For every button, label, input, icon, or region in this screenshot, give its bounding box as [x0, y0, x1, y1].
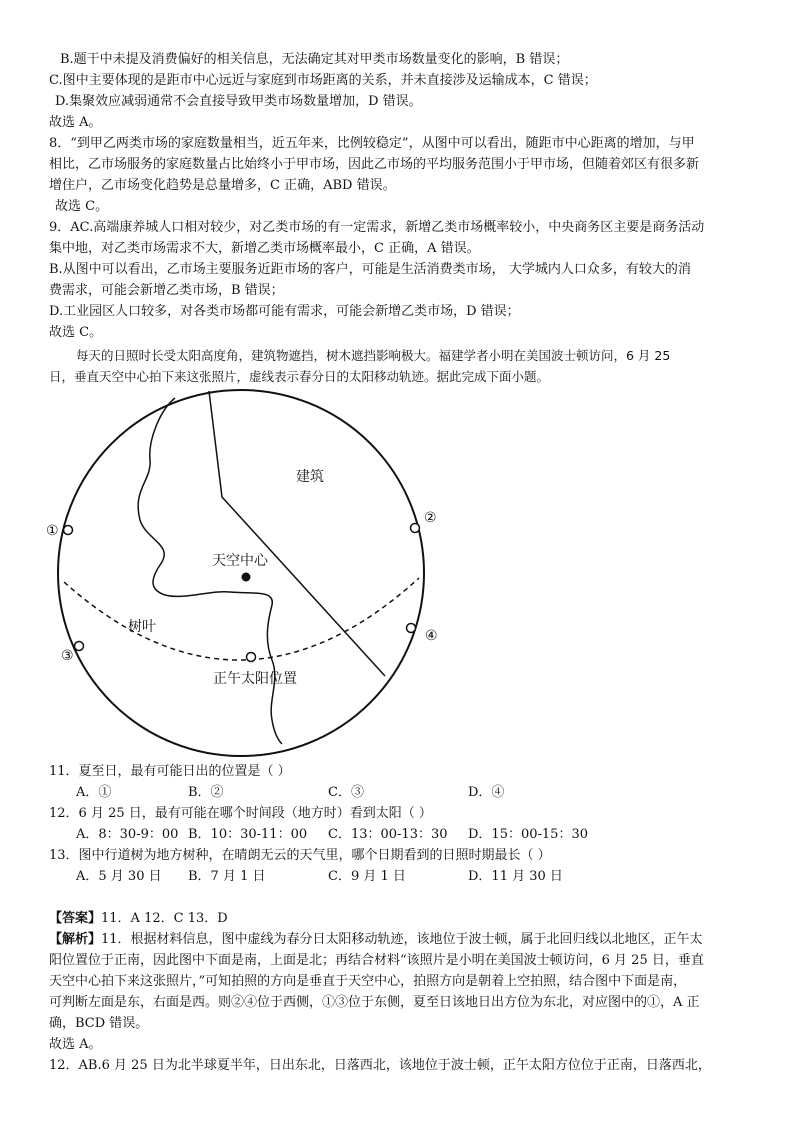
- leaves-label: 树叶: [128, 619, 156, 635]
- position-marker-4: [407, 624, 416, 633]
- explanation-line: 增住户，乙市场变化趋势是总量增多，C 正确，ABD 错误。: [49, 178, 396, 193]
- option-13-a: A．5 月 30 日: [76, 869, 162, 884]
- building-label: 建筑: [296, 469, 324, 485]
- position-marker-3: [75, 642, 84, 651]
- answer-text: 11．A 12．C 13．D: [101, 911, 228, 926]
- option-13-d: D．11 月 30 日: [468, 869, 563, 884]
- marker-label-4: ④: [425, 628, 438, 644]
- option-11-c: C．③: [328, 785, 364, 800]
- answer-line: [49, 908, 228, 930]
- option-11-d: D．④: [468, 785, 505, 800]
- analysis-text: 11．根据材料信息，图中虚线为春分日太阳移动轨迹，该地位于波士顿，属于北回归线以北地区，正午太: [101, 932, 703, 947]
- analysis-line: 故选 A。: [49, 1037, 102, 1052]
- option-11-b: B．②: [188, 785, 224, 800]
- question-stem-11: 11．夏至日，最有可能日出的位置是（ ）: [49, 764, 291, 779]
- analysis-line: 阳位置位于正南，因此图中下面是南，上面是北；再结合材料“该照片是小明在美国波士顿访问，6 月 25 日，垂直: [49, 953, 704, 968]
- explanation-line: C.图中主要体现的是距市中心远近与家庭到市场距离的关系，并未直接涉及运输成本，C 错误；: [49, 73, 597, 88]
- explanation-line: 9．AC.高端康养城人口相对较少，对乙类市场的有一定需求，新增乙类市场概率较小，中央商务区主要是商务活动: [49, 220, 705, 235]
- analysis-first-line: [49, 929, 703, 951]
- sky-center-dot: [242, 573, 251, 582]
- sky-center-label: 天空中心: [212, 553, 268, 569]
- tree-outline: [138, 398, 282, 744]
- explanation-line: 故选 A。: [49, 115, 102, 130]
- question-stem-12: 12．6 月 25 日，最有可能在哪个时间段（地方时）看到太阳（ ）: [49, 806, 432, 821]
- material-line: 每天的日照时长受太阳高度角，建筑物遮挡，树木遮挡影响极大。福建学者小明在美国波士顿访问，6 月 25: [76, 348, 671, 363]
- analysis-line: 天空中心拍下来这张照片，”可知拍照的方向是垂直于天空中心，拍照方向是朝着上空拍照，结合图中下面是南，: [49, 974, 687, 989]
- explanation-line: 故选 C。: [55, 199, 109, 214]
- noon-sun-marker: [247, 653, 256, 662]
- option-12-d: D．15：00-15：30: [468, 827, 588, 842]
- analysis-label: 【解析】: [49, 932, 102, 947]
- material-line: 日，垂直天空中心拍下来这张照片，虚线表示春分日的太阳移动轨迹。据此完成下面小题。: [49, 369, 550, 384]
- marker-label-3: ③: [61, 648, 74, 664]
- question-stem-13: 13．图中行道树为地方树种，在晴朗无云的天气里，哪个日期看到的日照时期最长（ ）: [49, 848, 551, 863]
- position-marker-1: [64, 526, 73, 535]
- explanation-line: 8．“到甲乙两类市场的家庭数量相当，近五年来，比例较稳定”，从图中可以看出，随距市中心距离的增加，与甲: [49, 136, 695, 151]
- analysis-line: 可判断左面是东，右面是西。则②④位于西侧，①③位于东侧，夏至日该地日出方位为东北，对应图中的①，A 正: [49, 995, 700, 1010]
- explanation-line: D.工业园区人口较多，对各类市场都可能有需求，可能会新增乙类市场，D 错误；: [49, 304, 520, 319]
- position-marker-2: [411, 524, 420, 533]
- equinox-sun-path: [64, 578, 419, 660]
- option-12-a: A．8：30-9：00: [76, 827, 179, 842]
- explanation-line: B.题干中未提及消费偏好的相关信息，无法确定其对甲类市场数量变化的影响，B 错误；: [60, 52, 569, 67]
- explanation-line: 费需求，可能会新增乙类市场，B 错误；: [49, 283, 284, 298]
- option-11-a: A．①: [76, 785, 112, 800]
- analysis-line: 确，BCD 错误。: [49, 1016, 149, 1031]
- explanation-line: D.集聚效应减弱通常不会直接导致甲类市场数量增加，D 错误。: [55, 94, 422, 109]
- explanation-line: 相比，乙市场服务的家庭数量占比始终小于甲市场，因此乙市场的平均服务范围小于甲市场，但随着郊区有很多新: [49, 157, 700, 172]
- option-12-b: B．10：30-11：00: [188, 827, 308, 842]
- marker-label-2: ②: [424, 510, 437, 526]
- sky-circle: [58, 390, 424, 756]
- answer-label: 【答案】: [49, 911, 102, 926]
- explanation-line: B.从图中可以看出，乙市场主要服务近距市场的客户，可能是生活消费类市场， 大学城内人口众多，有较大的消: [49, 262, 691, 277]
- explanation-line: 集中地，对乙类市场需求不大，新增乙类市场概率最小，C 正确，A 错误。: [49, 241, 480, 256]
- analysis-line: 12．AB.6 月 25 日为北半球夏半年，日出东北，日落西北，该地位于波士顿，正午太阳方位位于正南，日落西北，: [49, 1058, 711, 1073]
- option-13-b: B．7 月 1 日: [188, 869, 266, 884]
- explanation-line: 故选 C。: [49, 325, 103, 340]
- noon-sun-label: 正午太阳位置: [213, 671, 297, 687]
- marker-label-1: ①: [46, 523, 59, 539]
- option-12-c: C．13：00-13：30: [328, 827, 448, 842]
- option-13-c: C．9 月 1 日: [328, 869, 406, 884]
